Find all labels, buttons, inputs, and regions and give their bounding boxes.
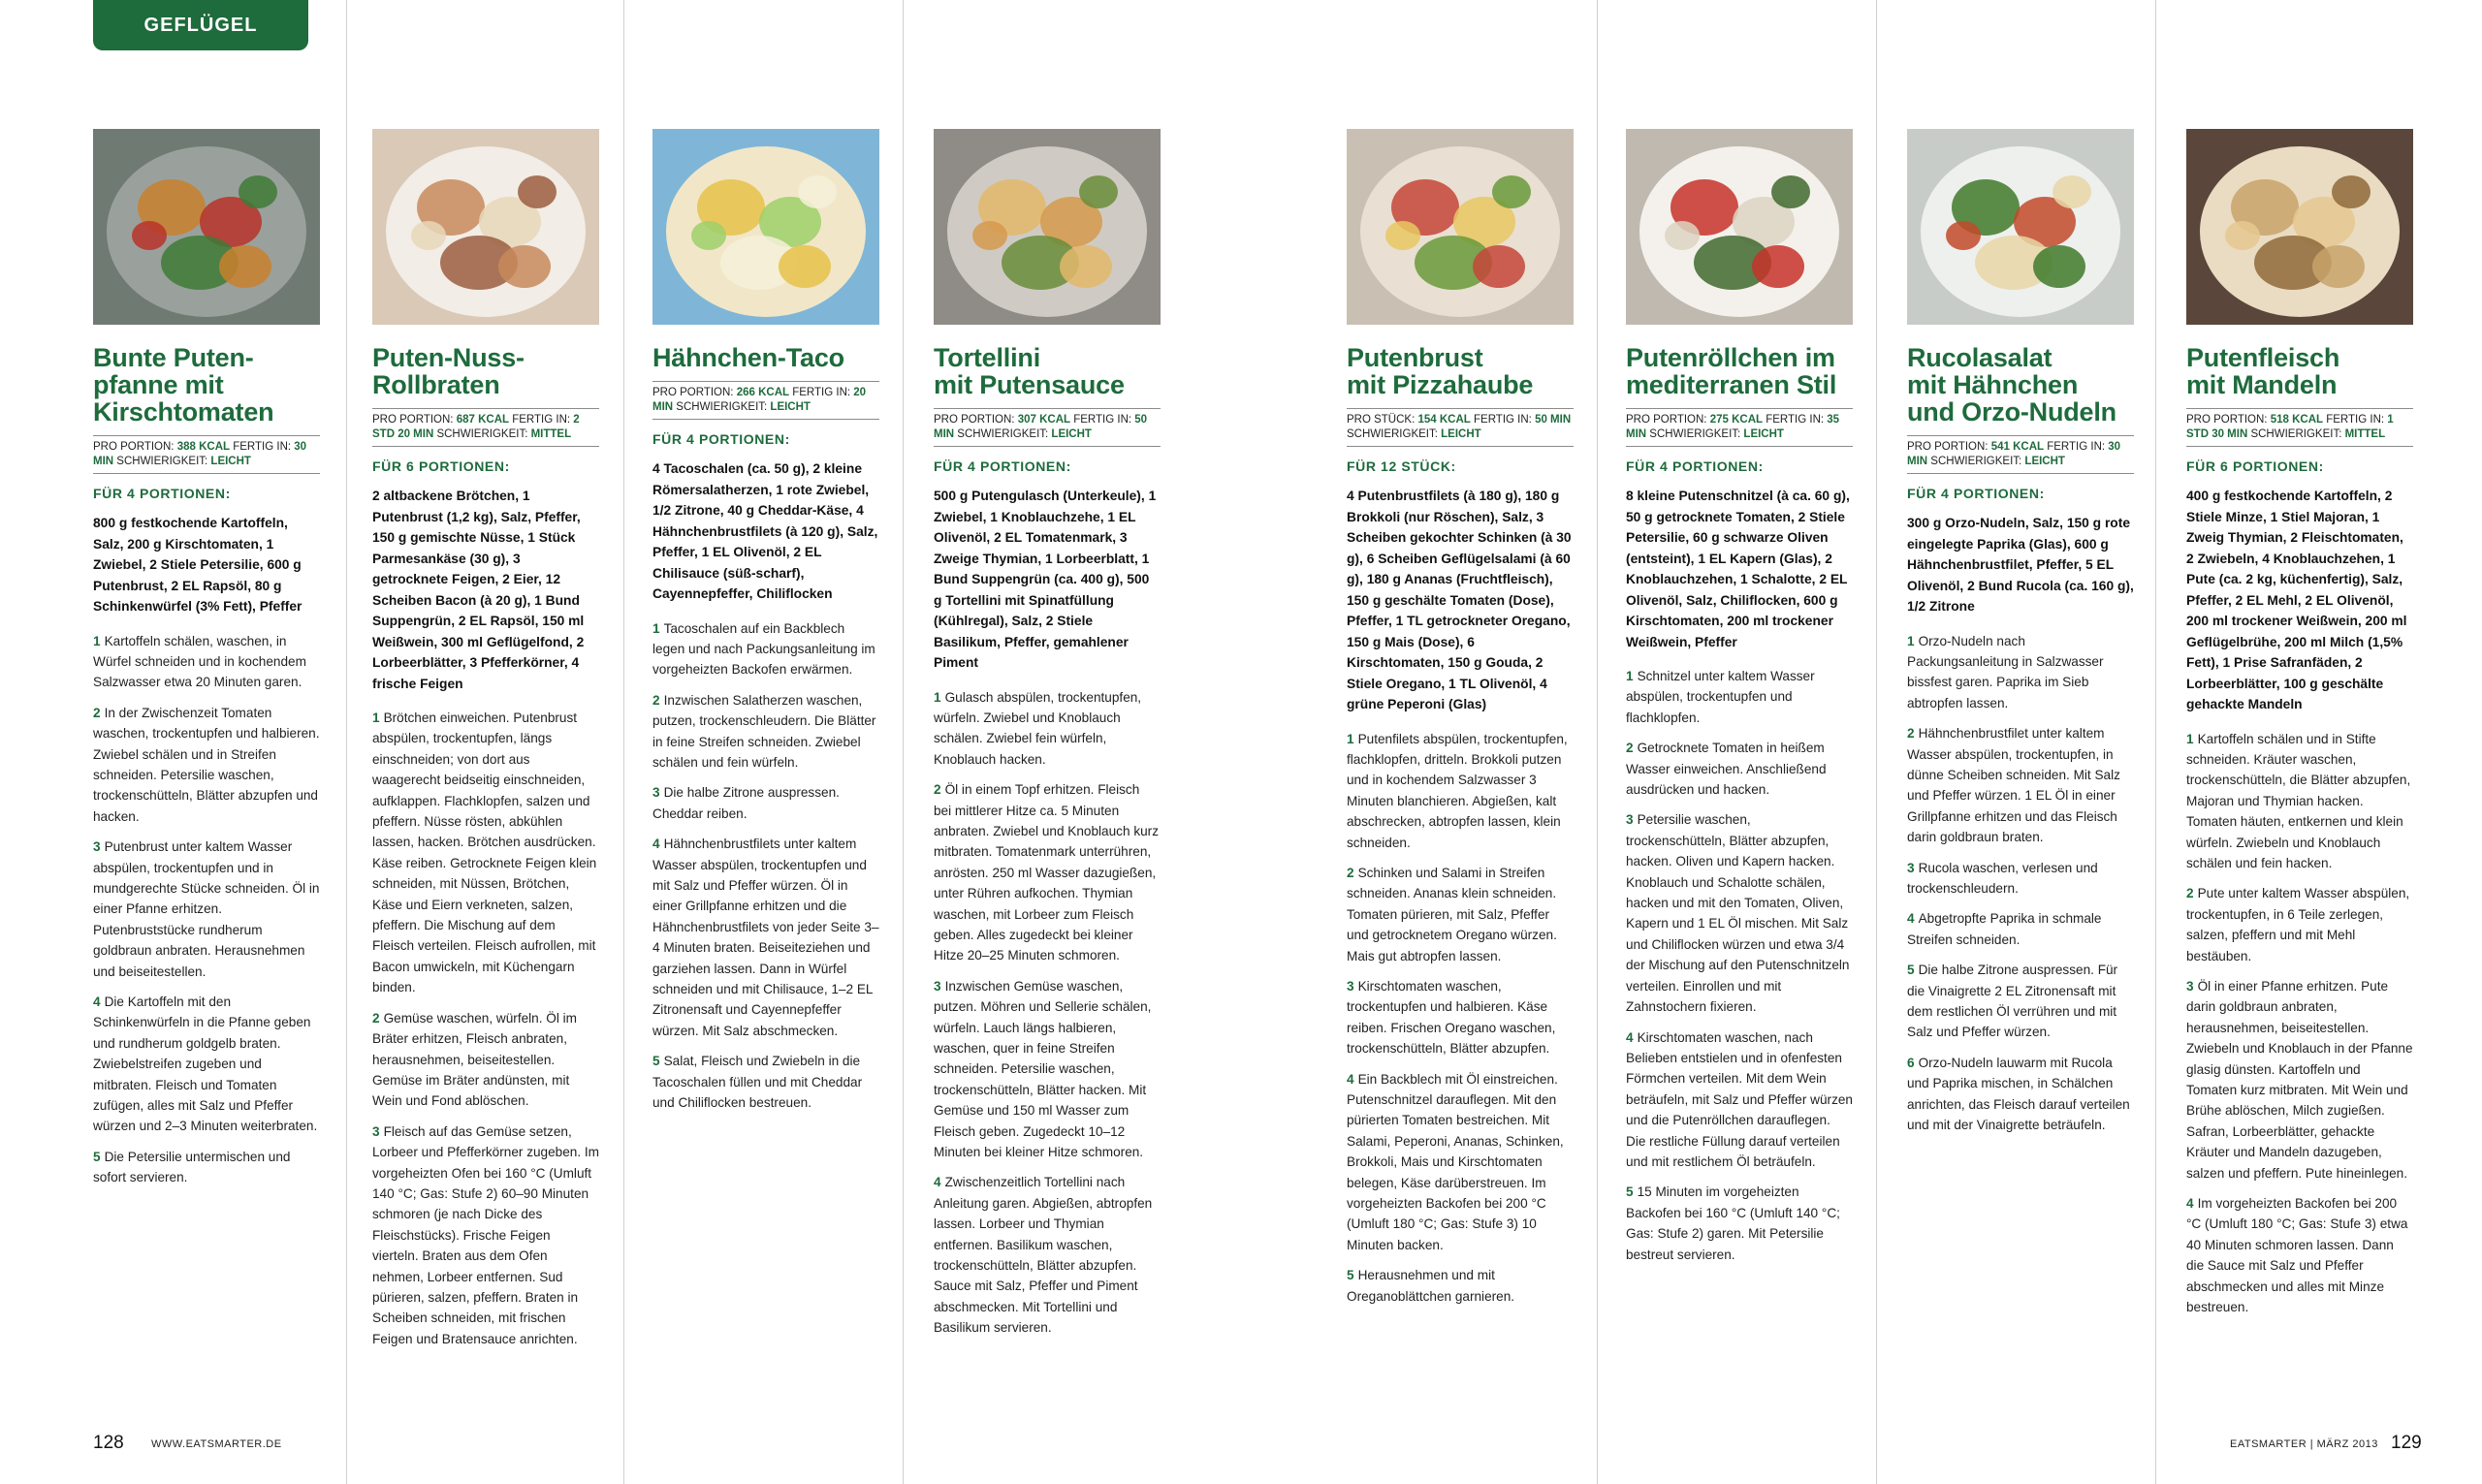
time-label: FERTIG IN: xyxy=(1070,414,1135,426)
step-item xyxy=(93,837,320,982)
difficulty-value: MITTEL xyxy=(530,428,572,440)
difficulty-value: MITTEL xyxy=(2344,428,2386,440)
step-number: 3 xyxy=(1907,860,1915,875)
step-item xyxy=(1347,976,1574,1059)
recipe-photo xyxy=(652,129,879,325)
time-value: 50 MIN xyxy=(1535,414,1572,426)
portions-heading: FÜR 6 PORTIONEN: xyxy=(372,458,510,474)
ingredients-list: 4 Tacoschalen (ca. 50 g), 2 kleine Römersalatherzen, 1 rote Zwiebel, 1/2 Zitrone, 40 g Cheddar-Käse, 4 Hähnchenbrustfilets (à 120 g), Salz, Pfeffer, 1 EL Olivenöl, 2 EL Chilisauce (süß-scharf), Cayennepfeffer, Chiliflocken xyxy=(652,461,878,601)
difficulty-value: LEICHT xyxy=(1051,428,1092,440)
food-shape xyxy=(498,245,551,288)
difficulty-label: SCHWIERIGKEIT: xyxy=(2247,428,2345,440)
steps-list xyxy=(1626,666,1853,1265)
step-number: 2 xyxy=(934,782,941,798)
recipe-column xyxy=(93,129,320,1198)
time-value: 30 MIN xyxy=(93,441,307,467)
time-value: 30 MIN xyxy=(1907,441,2121,467)
difficulty-value: LEICHT xyxy=(1441,428,1481,440)
step-item xyxy=(372,1008,599,1112)
recipe-title: Puten-Nuss- Rollbraten xyxy=(372,343,525,399)
food-shape xyxy=(518,175,557,208)
step-number: 4 xyxy=(1907,911,1915,927)
step-text: Die halbe Zitrone auspressen. Cheddar reiben. xyxy=(652,785,840,821)
time-value: 20 MIN xyxy=(652,387,867,413)
difficulty-label: SCHWIERIGKEIT: xyxy=(1927,456,2025,467)
step-item xyxy=(652,690,879,774)
food-shape xyxy=(411,221,446,250)
step-item xyxy=(2186,729,2413,874)
step-item xyxy=(1626,666,1853,728)
portions-heading: FÜR 4 PORTIONEN: xyxy=(934,458,1071,474)
step-number: 5 xyxy=(1626,1184,1634,1200)
nutrition-label: PRO PORTION: xyxy=(2186,414,2271,426)
kcal-value: 687 KCAL xyxy=(456,414,510,426)
recipe-photo xyxy=(1907,129,2134,325)
step-text: Die halbe Zitrone auspressen. Für die Vinaigrette 2 EL Zitronensaft mit dem restlichen Öl verrühren und mit Salz und Pfeffer würzen. xyxy=(1907,963,2118,1040)
step-text: Tacoschalen auf ein Backblech legen und nach Packungsanleitung im vorgeheizten Backofen erwärmen. xyxy=(652,620,875,678)
step-text: Ein Backblech mit Öl einstreichen. Putenschnitzel darauflegen. Mit den pürierten Tomaten bestreichen. Mit Salami, Peperoni, Ananas, Schinken, Brokkoli, Mais und Kirschtomaten belegen, Käse darüberstreuen. Im vorgeheizten Backofen bei 200 °C (Umluft 180 °C; Gas: Stufe 3) 10 Minuten backen. xyxy=(1347,1071,1564,1252)
step-text: Öl in einem Topf erhitzen. Fleisch bei mittlerer Hitze ca. 5 Minuten anbraten. Zwiebel und Knoblauch kurz mitbraten. Tomatenmark unterrühren, anrösten. 250 ml Wasser dazugießen, unter Rühren aufkochen. Thymian waschen, mit Lorbeer zum Fleisch geben. Alles zugedeckt bei kleiner Hitze 20–25 Minuten schmoren. xyxy=(934,782,1159,963)
recipe-column xyxy=(1626,129,1853,1275)
step-text: Kartoffeln schälen und in Stifte schneiden. Kräuter waschen, trockenschütteln, die Blätter abzupfen, Majoran und Thymian hacken. Tomaten häuten, entkernen und klein würfeln. Zwiebeln und Knoblauch schälen und fein hacken. xyxy=(2186,731,2411,870)
recipe-title: Hähnchen-Taco xyxy=(652,343,844,372)
step-item xyxy=(2186,1193,2413,1317)
step-number: 4 xyxy=(652,837,660,852)
step-item xyxy=(934,687,1161,771)
step-item xyxy=(1907,858,2134,900)
step-item xyxy=(652,834,879,1041)
step-text: Inzwischen Gemüse waschen, putzen. Möhren und Sellerie schälen, würfeln. Lauch längs halbieren, waschen, quer in feine Streifen schneiden. Petersilie waschen, trockenschütteln, Blätter hacken. Mit Gemüse und 150 ml Wasser zum Fleisch geben. Zugedeckt 10–12 Minuten bei kleiner Hitze schmoren. xyxy=(934,978,1152,1160)
step-text: Putenbrust unter kaltem Wasser abspülen, trockentupfen und in mundgerechte Stücke schneiden. Öl in einer Pfanne erhitzen. Putenbruststücke rundherum goldbraun anbraten. Herausnehmen und beiseitestellen. xyxy=(93,839,320,979)
portions-heading: FÜR 4 PORTIONEN: xyxy=(1907,486,2045,501)
footer-issue: EATSMARTER | MÄRZ 2013 xyxy=(2230,1438,2378,1450)
recipe-column xyxy=(1347,129,1574,1316)
difficulty-label: SCHWIERIGKEIT: xyxy=(433,428,531,440)
recipe-photo xyxy=(934,129,1161,325)
step-text: Im vorgeheizten Backofen bei 200 °C (Umluft 180 °C; Gas: Stufe 3) etwa 40 Minuten schmoren lassen. Dann die Sauce mit Salz und Pfeffer abschmecken und alles mit Minze bestreuen. xyxy=(2186,1196,2408,1315)
recipe-column xyxy=(2186,129,2413,1327)
step-text: Schnitzel unter kaltem Wasser abspülen, trockentupfen und flachklopfen. xyxy=(1626,669,1815,725)
step-item xyxy=(1907,908,2134,950)
food-shape xyxy=(239,175,277,208)
step-item xyxy=(934,779,1161,966)
column-separator xyxy=(623,0,624,1484)
food-shape xyxy=(2312,245,2365,288)
step-number: 4 xyxy=(2186,1196,2194,1212)
difficulty-value: LEICHT xyxy=(1743,428,1784,440)
nutrition-label: PRO PORTION: xyxy=(1626,414,1710,426)
kcal-value: 388 KCAL xyxy=(176,441,231,453)
time-label: FERTIG IN: xyxy=(2044,441,2109,453)
step-text: Orzo-Nudeln nach Packungsanleitung in Salzwasser bissfest garen. Paprika im Sieb abtropfen lassen. xyxy=(1907,633,2104,710)
recipe-column xyxy=(652,129,879,1122)
ingredients-list: 300 g Orzo-Nudeln, Salz, 150 g rote eingelegte Paprika (Glas), 600 g Hähnchenbrustfilet, Pfeffer, 5 EL Olivenöl, 2 Bund Rucola (ca. 160 g), 1/2 Zitrone xyxy=(1907,516,2134,614)
step-item xyxy=(1907,1053,2134,1136)
food-shape xyxy=(798,175,837,208)
recipe-nutrition xyxy=(93,435,320,474)
time-label: FERTIG IN: xyxy=(2323,414,2388,426)
step-number: 3 xyxy=(1347,978,1354,994)
kcal-value: 307 KCAL xyxy=(1017,414,1071,426)
step-text: Kartoffeln schälen, waschen, in Würfel schneiden und in kochendem Salzwasser etwa 20 Minuten garen. xyxy=(93,633,306,690)
food-shape xyxy=(2225,221,2260,250)
step-number: 2 xyxy=(1626,741,1634,756)
step-text: Pute unter kaltem Wasser abspülen, trockentupfen, in 6 Teile zerlegen, salzen, pfeffern und mit Mehl bestäuben. xyxy=(2186,886,2410,963)
step-text: Getrocknete Tomaten in heißem Wasser einweichen. Anschließend ausdrücken und hacken. xyxy=(1626,741,1827,798)
recipe-photo xyxy=(2186,129,2413,325)
time-value: 1 STD 30 MIN xyxy=(2186,414,2394,440)
ingredients-list: 400 g festkochende Kartoffeln, 2 Stiele Minze, 1 Stiel Majoran, 1 Zweig Thymian, 2 Fleischtomaten, 2 Zwiebeln, 4 Knoblauchzehen, 1 Pute (ca. 2 kg, küchenfertig), Salz, Pfeffer, 2 EL Mehl, 2 EL Olivenöl, 200 ml trockener Weißwein, 200 ml Geflügelbrühe, 200 ml Milch (1,5% Fett), 1 Prise Safranfäden, 2 Lorbeerblätter, 100 g geschälte gehackte Mandeln xyxy=(2186,489,2407,711)
recipe-nutrition xyxy=(1626,408,1853,447)
footer-website: WWW.EATSMARTER.DE xyxy=(151,1438,282,1450)
step-item xyxy=(652,1051,879,1113)
portions-heading: FÜR 4 PORTIONEN: xyxy=(1626,458,1764,474)
recipe-nutrition xyxy=(1347,408,1574,447)
recipe-photo xyxy=(372,129,599,325)
step-number: 4 xyxy=(1626,1029,1634,1045)
step-item xyxy=(1907,723,2134,847)
step-number: 3 xyxy=(652,785,660,801)
food-shape xyxy=(1946,221,1981,250)
column-separator xyxy=(1876,0,1877,1484)
step-number: 2 xyxy=(93,705,101,720)
food-shape xyxy=(219,245,271,288)
ingredients-list: 2 altbackene Brötchen, 1 Putenbrust (1,2 kg), Salz, Pfeffer, 150 g gemischte Nüsse, 1 Stück Parmesankäse (30 g), 3 getrocknete Feigen, 2 Eier, 12 Scheiben Bacon (à 20 g), 1 Bund Suppengrün, 2 EL Rapsöl, 150 ml Weißwein, 300 ml Geflügelfond, 2 Lorbeerblätter, 3 Pfefferkörner, 4 frische Feigen xyxy=(372,489,585,691)
food-shape xyxy=(1492,175,1531,208)
kcal-value: 154 KCAL xyxy=(1417,414,1471,426)
step-item xyxy=(1626,1182,1853,1265)
food-shape xyxy=(1473,245,1525,288)
step-number: 2 xyxy=(1347,865,1354,880)
difficulty-value: LEICHT xyxy=(2024,456,2065,467)
steps-list xyxy=(652,618,879,1114)
ingredients-list: 800 g festkochende Kartoffeln, Salz, 200 g Kirschtomaten, 1 Zwiebel, 2 Stiele Petersilie, 600 g Putenbrust, 2 EL Rapsöl, 80 g Schinkenwürfel (3% Fett), Pfeffer xyxy=(93,516,302,614)
step-item xyxy=(1626,738,1853,800)
kcal-value: 518 KCAL xyxy=(2270,414,2324,426)
steps-list xyxy=(1347,729,1574,1308)
food-shape xyxy=(779,245,831,288)
step-text: Abgetropfte Paprika in schmale Streifen schneiden. xyxy=(1907,911,2102,947)
recipe-column xyxy=(372,129,599,1359)
step-text: Gemüse waschen, würfeln. Öl im Bräter erhitzen, Fleisch anbraten, herausnehmen, beiseitestellen. Gemüse im Bräter andünsten, mit Wein und Fond ablöschen. xyxy=(372,1010,578,1109)
food-shape xyxy=(1385,221,1420,250)
step-text: 15 Minuten im vorgeheizten Backofen bei 160 °C (Umluft 140 °C; Gas: Stufe 2) garen. Mit Petersilie bestreut servieren. xyxy=(1626,1184,1840,1262)
recipe-title: Putenfleisch mit Mandeln xyxy=(2186,343,2340,399)
steps-list xyxy=(372,708,599,1349)
step-number: 6 xyxy=(1907,1055,1915,1070)
step-item xyxy=(372,708,599,998)
step-text: In der Zwischenzeit Tomaten waschen, trockentupfen und halbieren. Zwiebel schälen und in Streifen schneiden. Petersilie waschen, trockenschütteln, Blätter abzupfen und hacken. xyxy=(93,705,320,824)
step-item xyxy=(652,782,879,824)
kcal-value: 541 KCAL xyxy=(1990,441,2045,453)
time-label: FERTIG IN: xyxy=(230,441,295,453)
step-number: 1 xyxy=(1907,633,1915,648)
kcal-value: 266 KCAL xyxy=(736,387,790,398)
step-number: 5 xyxy=(1347,1268,1354,1283)
food-shape xyxy=(132,221,167,250)
step-number: 3 xyxy=(2186,978,2194,994)
difficulty-label: SCHWIERIGKEIT: xyxy=(954,428,1052,440)
steps-list xyxy=(2186,729,2413,1318)
step-text: Schinken und Salami in Streifen schneiden. Ananas klein schneiden. Tomaten pürieren, mit Salz, Pfeffer und getrocknetem Oregano würzen. Mais gut abtropfen lassen. xyxy=(1347,865,1557,963)
step-text: Hähnchenbrustfilets unter kaltem Wasser abspülen, trockentupfen und mit Salz und Pfeffer würzen. Öl in einer Grillpfanne erhitzen und die Hähnchenbrustfilets von jeder Seite 3–4 Minuten braten. Beiseiteziehen und garziehen lassen. Dann in Würfel schneiden und mit Chilisauce, 1–2 EL Zitronensaft und Cayennepfeffer würzen. Mit Salz abschmecken. xyxy=(652,837,879,1038)
step-number: 4 xyxy=(93,995,101,1009)
step-item xyxy=(2186,976,2413,1184)
step-number: 5 xyxy=(93,1149,101,1164)
recipe-photo xyxy=(93,129,320,325)
time-value: 35 MIN xyxy=(1626,414,1840,440)
food-shape xyxy=(2052,175,2091,208)
steps-list xyxy=(93,631,320,1188)
step-number: 3 xyxy=(1626,812,1634,828)
step-number: 2 xyxy=(1907,726,1915,742)
recipe-title: Rucolasalat mit Hähnchen und Orzo-Nudeln xyxy=(1907,343,2116,426)
recipe-photo xyxy=(1626,129,1853,325)
recipe-column xyxy=(1907,129,2134,1145)
step-text: Petersilie waschen, trockenschütteln, Blätter abzupfen, hacken. Oliven und Kapern hacken. Knoblauch und Schalotte schälen, hacken und mit den Tomaten, Oliven, Kapern und 1 EL Öl mischen. Mit Salz und Chiliflocken würzen und etwa 3/4 der Mischung auf den Putenschnitzeln verteilen. Einrollen und mit Zahnstochern fixieren. xyxy=(1626,812,1850,1015)
step-text: Salat, Fleisch und Zwiebeln in die Tacoschalen füllen und mit Cheddar und Chiliflocken bestreuen. xyxy=(652,1054,863,1111)
step-number: 3 xyxy=(934,978,941,994)
recipe-nutrition xyxy=(1907,435,2134,474)
portions-heading: FÜR 6 PORTIONEN: xyxy=(2186,458,2324,474)
step-item xyxy=(934,1172,1161,1338)
step-number: 1 xyxy=(1626,669,1634,683)
recipe-nutrition xyxy=(2186,408,2413,447)
step-text: Orzo-Nudeln lauwarm mit Rucola und Paprika mischen, in Schälchen anrichten, das Fleisch darauf verteilen und mit der Vinaigrette beträufeln. xyxy=(1907,1055,2130,1133)
food-shape xyxy=(2332,175,2371,208)
step-text: Fleisch auf das Gemüse setzen, Lorbeer und Pfefferkörner zugeben. Im vorgeheizten Ofen bei 160 °C (Umluft 140 °C; Gas: Stufe 2) 60–90 Minuten schmoren (je nach Dicke des Fleischstücks). Frische Feigen vierteln. Braten aus dem Ofen nehmen, Lorbeer entfernen. Sud pürieren, salzen, pfeffern. Braten in Scheiben schneiden, mit frischen Feigen und Bratensauce anrichten. xyxy=(372,1123,600,1346)
page-number-left: 128 xyxy=(93,1433,124,1453)
time-label: FERTIG IN: xyxy=(1763,414,1828,426)
step-item xyxy=(1907,631,2134,714)
time-value: 2 STD 20 MIN xyxy=(372,414,580,440)
food-shape xyxy=(1752,245,1804,288)
recipe-title: Bunte Puten- pfanne mit Kirschtomaten xyxy=(93,343,274,426)
portions-heading: FÜR 12 STÜCK: xyxy=(1347,458,1456,474)
step-item xyxy=(372,1121,599,1349)
time-value: 50 MIN xyxy=(934,414,1148,440)
nutrition-label: PRO PORTION: xyxy=(372,414,457,426)
recipe-nutrition xyxy=(934,408,1161,447)
step-text: Kirschtomaten waschen, nach Belieben entstielen und in ofenfesten Förmchen verteilen. Mit dem Wein beträufeln, mit Salz und Pfeffer würzen und die Putenröllchen darauflegen. Die restliche Füllung darauf verteilen und mit restlichem Öl beträufeln. xyxy=(1626,1029,1853,1169)
food-shape xyxy=(1079,175,1118,208)
step-item xyxy=(1907,960,2134,1043)
column-separator xyxy=(1597,0,1598,1484)
step-number: 2 xyxy=(652,692,660,708)
step-item xyxy=(1626,1027,1853,1173)
step-item xyxy=(93,1147,320,1188)
section-tab: GEFLÜGEL xyxy=(93,0,308,50)
nutrition-label: PRO PORTION: xyxy=(1907,441,1991,453)
step-text: Herausnehmen und mit Oreganoblättchen garnieren. xyxy=(1347,1268,1515,1304)
step-item xyxy=(1347,1069,1574,1256)
step-text: Rucola waschen, verlesen und trockenschleudern. xyxy=(1907,860,2098,896)
recipe-title: Tortellini mit Putensauce xyxy=(934,343,1125,399)
step-text: Hähnchenbrustfilet unter kaltem Wasser abspülen, trockentupfen, in dünne Scheiben schneiden. Mit Salz und Pfeffer würzen. 1 EL Öl in einer Grillpfanne erhitzen und das Fleisch darin goldbraun braten. xyxy=(1907,726,2120,845)
time-label: FERTIG IN: xyxy=(789,387,854,398)
step-number: 1 xyxy=(93,633,101,648)
food-shape xyxy=(972,221,1007,250)
step-item xyxy=(934,976,1161,1163)
recipe-column xyxy=(934,129,1161,1348)
step-text: Kirschtomaten waschen, trockentupfen und halbieren. Käse reiben. Frischen Oregano waschen, trockenschütteln, Blätter abzupfen. xyxy=(1347,978,1556,1057)
step-number: 3 xyxy=(93,839,101,855)
difficulty-label: SCHWIERIGKEIT: xyxy=(113,456,211,467)
difficulty-value: LEICHT xyxy=(770,401,811,413)
ingredients-list: 500 g Putengulasch (Unterkeule), 1 Zwiebel, 1 Knoblauchzehe, 1 EL Olivenöl, 2 EL Tomatenmark, 3 Zweige Thymian, 1 Lorbeerblatt, 1 Bund Suppengrün (ca. 400 g), 500 g Tortellini mit Spinatfüllung (Kühlregal), Salz, 2 Stiele Basilikum, Pfeffer, gemahlener Piment xyxy=(934,489,1157,670)
column-separator xyxy=(903,0,904,1484)
column-separator xyxy=(346,0,347,1484)
step-text: Brötchen einweichen. Putenbrust abspülen, trockentupfen, längs einschneiden; von dort aus waagerecht beidseitig einschneiden, aufklappen. Flachklopfen, salzen und pfeffern. Nüsse rösten, abkühlen lassen, hacken. Brötchen ausdrücken. Käse reiben. Getrocknete Feigen klein schneiden, mit Nüssen, Brötchen, Käse und Eiern verkneten, salzen, pfeffern. Die Mischung auf dem Fleisch verteilen. Fleisch aufrollen, mit Bacon umwickeln, mit Küchengarn binden. xyxy=(372,710,597,995)
page-number-right: 129 xyxy=(2391,1433,2422,1453)
food-shape xyxy=(1771,175,1810,208)
step-number: 3 xyxy=(372,1123,380,1139)
steps-list xyxy=(934,687,1161,1339)
step-item xyxy=(1347,1265,1574,1307)
step-item xyxy=(2186,883,2413,966)
difficulty-value: LEICHT xyxy=(210,456,251,467)
difficulty-label: SCHWIERIGKEIT: xyxy=(673,401,771,413)
difficulty-label: SCHWIERIGKEIT: xyxy=(1646,428,1744,440)
step-number: 4 xyxy=(1347,1071,1354,1087)
recipe-nutrition xyxy=(652,381,879,420)
step-number: 4 xyxy=(934,1175,941,1190)
step-text: Putenfilets abspülen, trockentupfen, flachklopfen, dritteln. Brokkoli putzen und in kochendem Salzwasser 3 Minuten blanchieren. Abgießen, kalt abschrecken, abtropfen lassen, klein schneiden. xyxy=(1347,731,1568,850)
step-number: 1 xyxy=(652,620,660,636)
recipe-title: Putenröllchen im mediterranen Stil xyxy=(1626,343,1837,399)
portions-heading: FÜR 4 PORTIONEN: xyxy=(652,431,790,447)
step-text: Öl in einer Pfanne erhitzen. Pute darin goldbraun anbraten, herausnehmen, beiseitestellen. Zwiebeln und Knoblauch in der Pfanne glasig dünsten. Kartoffeln und Tomaten kurz mitbraten. Mit Wein und Brühe ablöschen, Milch zugießen. Safran, Lorbeerblätter, gehackte Kräuter und Mandeln dazugeben, salzen und pfeffern. Pute hineinlegen. xyxy=(2186,978,2413,1181)
step-text: Inzwischen Salatherzen waschen, putzen, trockenschleudern. Die Blätter in feine Streifen schneiden. Zwiebel schälen und fein würfeln. xyxy=(652,692,876,770)
step-number: 1 xyxy=(1347,731,1354,746)
recipe-photo xyxy=(1347,129,1574,325)
step-item xyxy=(652,618,879,680)
step-number: 1 xyxy=(934,689,941,705)
column-separator xyxy=(2155,0,2156,1484)
nutrition-label: PRO STÜCK: xyxy=(1347,414,1418,426)
step-item xyxy=(93,703,320,827)
step-number: 5 xyxy=(652,1054,660,1069)
ingredients-list: 4 Putenbrustfilets (à 180 g), 180 g Brokkoli (nur Röschen), Salz, 3 Scheiben gekochter Schinken (à 30 g), 6 Scheiben Geflügelsalami (à 60 g), 180 g Ananas (Fruchtfleisch), 150 g geschälte Tomaten (Dose), Pfeffer, 1 TL getrockneter Oregano, 150 g Mais (Dose), 6 Kirschtomaten, 150 g Gouda, 2 Stiele Oregano, 1 TL Olivenöl, 4 grüne Peperoni (Glas) xyxy=(1347,489,1572,711)
step-text: Die Kartoffeln mit den Schinkenwürfeln in die Pfanne geben und rundherum goldgelb braten. Zwiebelstreifen zugeben und mitbraten. Fleisch und Tomaten zufügen, alles mit Salz und Pfeffer würzen und 2–3 Minuten weiterbraten. xyxy=(93,995,318,1134)
step-number: 1 xyxy=(2186,731,2194,746)
step-text: Die Petersilie untermischen und sofort servieren. xyxy=(93,1149,291,1185)
food-shape xyxy=(1665,221,1700,250)
nutrition-label: PRO PORTION: xyxy=(652,387,737,398)
step-item xyxy=(1626,809,1853,1017)
step-text: Gulasch abspülen, trockentupfen, würfeln. Zwiebel und Knoblauch schälen. Zwiebel fein würfeln, Knoblauch hacken. xyxy=(934,689,1142,767)
recipe-title: Putenbrust mit Pizzahaube xyxy=(1347,343,1534,399)
difficulty-label: SCHWIERIGKEIT: xyxy=(1347,428,1442,440)
step-number: 2 xyxy=(2186,886,2194,901)
time-label: FERTIG IN: xyxy=(1470,414,1536,426)
step-item xyxy=(93,631,320,693)
step-item xyxy=(1347,729,1574,853)
food-shape xyxy=(1060,245,1112,288)
nutrition-label: PRO PORTION: xyxy=(93,441,177,453)
steps-list xyxy=(1907,631,2134,1136)
step-item xyxy=(1347,863,1574,966)
food-shape xyxy=(691,221,726,250)
step-item xyxy=(93,992,320,1137)
portions-heading: FÜR 4 PORTIONEN: xyxy=(93,486,231,501)
recipe-nutrition xyxy=(372,408,599,447)
ingredients-list: 8 kleine Putenschnitzel (à ca. 60 g), 50 g getrocknete Tomaten, 2 Stiele Petersilie, 60 g schwarze Oliven (entsteint), 1 EL Kapern (Glas), 2 Knoblauchzehen, 1 Schalotte, 2 EL Olivenöl, Salz, Chiliflocken, 600 g Kirschtomaten, 200 ml trockener Weißwein, Pfeffer xyxy=(1626,489,1850,649)
step-text: Zwischenzeitlich Tortellini nach Anleitung garen. Abgießen, abtropfen lassen. Lorbeer und Thymian entfernen. Basilikum waschen, trockenschütteln, Blätter abzupfen. Sauce mit Salz, Pfeffer und Piment abschmecken. Mit Tortellini und Basilikum servieren. xyxy=(934,1175,1153,1336)
time-label: FERTIG IN: xyxy=(509,414,574,426)
food-shape xyxy=(2033,245,2085,288)
kcal-value: 275 KCAL xyxy=(1709,414,1764,426)
step-number: 2 xyxy=(372,1010,380,1026)
step-number: 1 xyxy=(372,710,380,725)
nutrition-label: PRO PORTION: xyxy=(934,414,1018,426)
step-number: 5 xyxy=(1907,963,1915,978)
